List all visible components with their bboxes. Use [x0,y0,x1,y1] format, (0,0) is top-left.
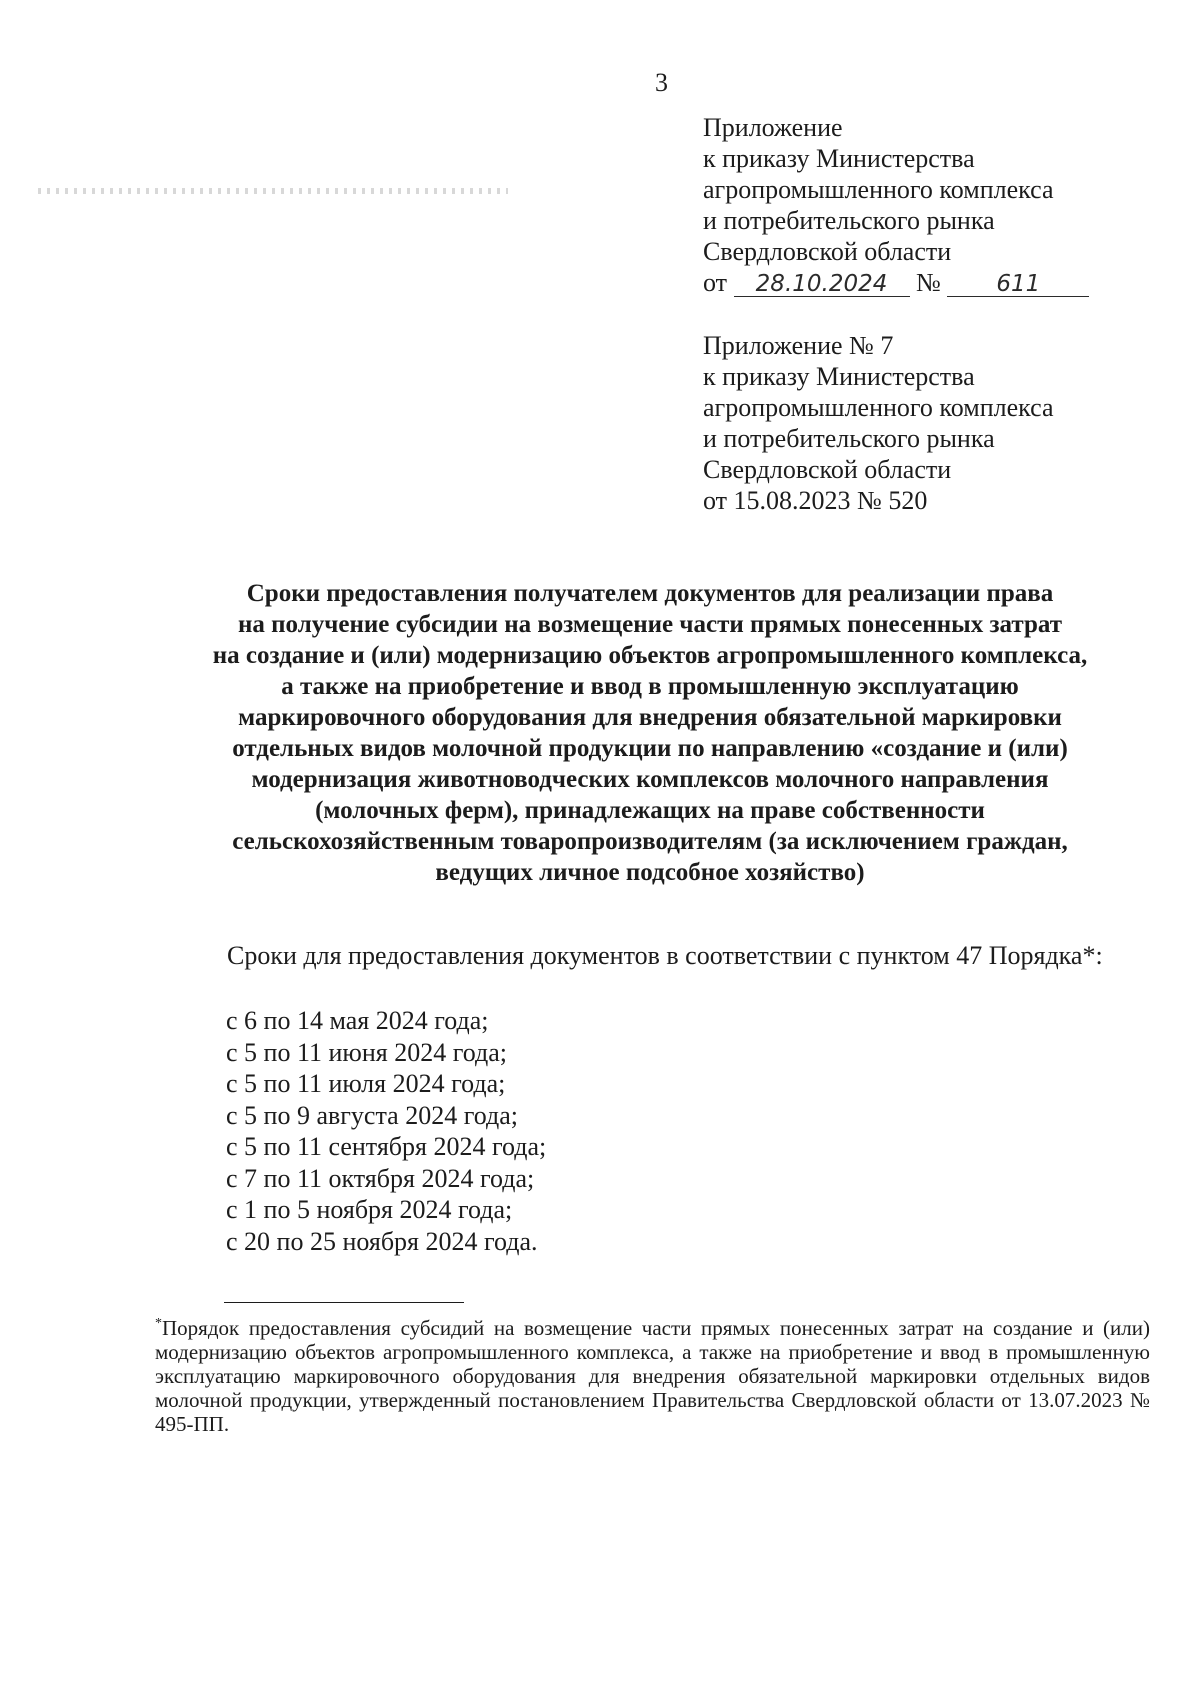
appendix-current-block [703,112,1089,298]
number-prefix: № [916,268,941,297]
title-line: отдельных видов молочной продукции по направлению «создание и (или) [232,735,1068,762]
appendix-line: Приложение № 7 [703,331,894,360]
period-item: с 5 по 9 августа 2024 года; [226,1100,518,1130]
period-item: с 6 по 14 мая 2024 года; [226,1006,489,1035]
appendix-date-line [703,267,1089,298]
appendix-line: агропромышленного комплекса [703,175,1054,204]
appendix-line: Свердловской области [703,237,952,266]
period-item: с 1 по 5 ноября 2024 года; [226,1195,513,1224]
title-line: на получение субсидии на возмещение части прямых понесенных затрат [238,611,1062,638]
appendix-line: агропромышленного комплекса [703,393,1054,422]
lead-paragraph: Сроки для предоставления документов в соответствии с пунктом 47 Порядка*: [227,941,1103,970]
document-title [130,578,1170,888]
appendix-line: Свердловской области [703,455,952,484]
title-line: маркировочного оборудования для внедрения обязательной маркировки [238,704,1062,731]
title-line: на создание и (или) модернизацию объектов агропромышленного комплекса, [212,642,1088,669]
date-prefix: от [703,268,728,297]
period-item: с 20 по 25 ноября 2024 года. [226,1226,538,1256]
period-item: с 7 по 11 октября 2024 года; [226,1163,535,1193]
page-number: 3 [655,68,668,97]
appendix-line: Приложение [703,113,843,142]
title-line: Сроки предоставления получателем документов для реализации права [246,580,1054,607]
period-item: с 5 по 11 июля 2024 года; [226,1069,506,1098]
footnote-marker: * [155,1316,162,1331]
footnote-separator [224,1302,464,1303]
scan-artifact [38,188,508,194]
title-line: (молочных ферм), принадлежащих на праве собственности [315,797,985,824]
period-item: с 5 по 11 июня 2024 года; [226,1037,507,1067]
title-line: ведущих личное подсобное хозяйство) [435,859,865,886]
footnote-text: Порядок предоставления субсидий на возмещение части прямых понесенных затрат на создание и (или) модернизацию объектов агропромышленного комплекса, а также на приобретение и ввод в промышленную эксплуатацию маркировочного оборудования для внедрения обязательной маркировки отдельных видов молочной продукции, утвержденный постановлением Правительства Свердловской области от 13.07.2023 № 495-ПП. [155,1316,1150,1436]
appendix-line: к приказу Министерства [703,362,975,391]
footnote [155,1312,1150,1436]
appendix-line: и потребительского рынка [703,206,995,235]
handwritten-date: 28.10.2024 [734,272,910,297]
appendix-line: и потребительского рынка [703,424,995,453]
handwritten-number: 611 [947,272,1089,297]
appendix-line: от 15.08.2023 № 520 [703,486,928,515]
period-item: с 5 по 11 сентября 2024 года; [226,1132,547,1161]
submission-periods-list [226,1005,546,1257]
title-line: а также на приобретение и ввод в промышленную эксплуатацию [281,673,1019,700]
appendix-line: к приказу Министерства [703,144,975,173]
title-line: модернизация животноводческих комплексов молочного направления [251,766,1049,793]
appendix-original-block [703,330,1054,516]
title-line: сельскохозяйственным товаропроизводителям (за исключением граждан, [232,828,1068,855]
